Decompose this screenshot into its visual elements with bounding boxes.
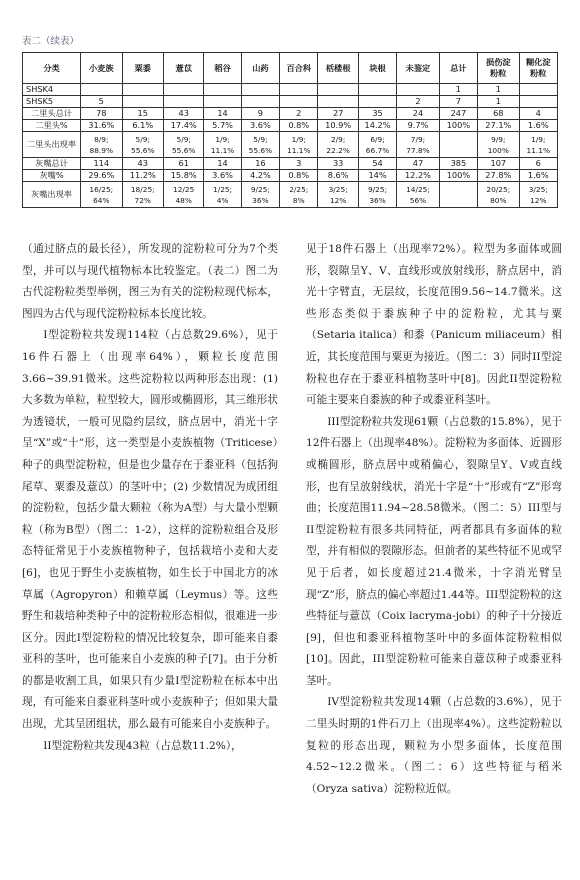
table-cell: 27.1% (478, 120, 519, 132)
table-cell: 31.6% (81, 120, 122, 132)
row-label-cell: 灰嘴总计 (23, 158, 81, 170)
table-cell: 1 (478, 96, 519, 108)
table-cell: 2/9; 22.2% (318, 132, 358, 158)
data-table (22, 52, 558, 208)
table-cell: 247 (439, 108, 477, 120)
table-cell (318, 96, 358, 108)
table-cell (204, 84, 241, 96)
table-cell: 54 (358, 158, 396, 170)
body-paragraph: III型淀粉粒共发现61颗（占总数的15.8%），见于12件石器上（出现率48%）。淀粉粒为多面体、近圆形或椭圆形，脐点居中或稍偏心，裂隙呈Y、V或直线形，也有呈放射线状，消光十字是“十”形或有“Z”形弯曲；长度范围11.94~28.58微米。（图二：5）III型与II型淀粉粒有很多共同特征，两者都具有多面体的粒型，并有相似的裂隙形态。但前者的某些特征不见或罕见于后者，如长度超过21.4微米，十字消光臂呈现“Z”形，脐点的偏心率超过1.44等。III型淀粉粒的这些特征与薏苡（Coix lacryma-jobi）的种子十分接近[9]，但也和黍亚科植物茎叶中的多面体淀粉粒相似[10]。因此，III型淀粉粒可能来自薏苡种子或黍亚科茎叶。 (306, 415, 562, 687)
table-cell: 5.7% (204, 120, 241, 132)
table-cell: 78 (81, 108, 122, 120)
table-cell: 43 (122, 158, 163, 170)
row-label-cell: 灰嘴% (23, 170, 81, 182)
body-paragraph: （通过脐点的最长径），所发现的淀粉粒可分为7个类型，并可以与现代植物标本比较鉴定。（表二）图二为古代淀粉粒类型举例，图三为有关的淀粉粒现代标本，图四为古代与现代淀粉粒标本长度比较。 (22, 243, 278, 320)
table-header-row (23, 53, 558, 84)
table-cell: 9 (241, 108, 279, 120)
table-cell: 43 (163, 108, 203, 120)
table-cell (122, 96, 163, 108)
table-cell: 3.6% (204, 170, 241, 182)
table-cell: 8.6% (318, 170, 358, 182)
table-cell: 9/25; 36% (241, 182, 279, 208)
table-cell: 61 (163, 158, 203, 170)
table-header-cell: 总计 (439, 53, 477, 84)
table-cell: 29.6% (81, 170, 122, 182)
table-cell: 1/25; 4% (204, 182, 241, 208)
table-cell: 4 (519, 108, 557, 120)
table-row (23, 170, 558, 182)
table-header-cell: 百合科 (280, 53, 318, 84)
table-cell: 1.6% (519, 120, 557, 132)
table-body (23, 84, 558, 208)
table-row (23, 96, 558, 108)
table-cell: 16/25; 64% (81, 182, 122, 208)
table-cell: 3/25; 12% (519, 182, 557, 208)
table-header-cell: 栝楼根 (318, 53, 358, 84)
table-cell: 10.9% (318, 120, 358, 132)
table-cell: 27.8% (478, 170, 519, 182)
table-cell: 2 (397, 96, 440, 108)
table-cell: 12.2% (397, 170, 440, 182)
table-cell (358, 84, 396, 96)
table-header-cell: 损伤淀 粉粒 (478, 53, 519, 84)
table-cell (439, 132, 477, 158)
row-label-cell: 二里头总计 (23, 108, 81, 120)
table-cell (519, 84, 557, 96)
table-cell: 14/25; 56% (397, 182, 440, 208)
table-row (23, 120, 558, 132)
table-cell: 3.6% (241, 120, 279, 132)
table-cell: 0.8% (280, 170, 318, 182)
table-cell: 5 (81, 96, 122, 108)
table-cell (241, 84, 279, 96)
table-header-cell: 稻谷 (204, 53, 241, 84)
table-header-cell: 未鉴定 (397, 53, 440, 84)
table-header-cell: 分类 (23, 53, 81, 84)
table-cell: 6 (519, 158, 557, 170)
table-row (23, 158, 558, 170)
table-cell: 9/25; 36% (358, 182, 396, 208)
table-cell: 385 (439, 158, 477, 170)
table-cell: 107 (478, 158, 519, 170)
table-cell: 14 (204, 158, 241, 170)
table-row (23, 132, 558, 158)
row-label-cell: 二里头出现率 (23, 132, 81, 158)
table-cell: 3 (280, 158, 318, 170)
table-cell: 7/9; 77.8% (397, 132, 440, 158)
table-cell: 17.4% (163, 120, 203, 132)
table-cell: 6.1% (122, 120, 163, 132)
table-cell: 12/25 48% (163, 182, 203, 208)
table-cell: 1/9; 11.1% (519, 132, 557, 158)
body-paragraph: II型淀粉粒共发现43粒（占总数11.2%）， (43, 739, 242, 752)
table-header-cell: 小麦族 (81, 53, 122, 84)
table-cell (519, 96, 557, 108)
left-column (22, 239, 278, 757)
table-cell: 24 (397, 108, 440, 120)
row-label-cell: 二里头% (23, 120, 81, 132)
table-header-cell: 薏苡 (163, 53, 203, 84)
table-cell (358, 96, 396, 108)
table-cell: 100% (439, 120, 477, 132)
table-cell: 15.8% (163, 170, 203, 182)
table-cell: 14.2% (358, 120, 396, 132)
table-row (23, 108, 558, 120)
table-cell (81, 84, 122, 96)
table-cell (241, 96, 279, 108)
table-cell: 114 (81, 158, 122, 170)
table-cell: 1.6% (519, 170, 557, 182)
table-cell: 1 (439, 84, 477, 96)
table-cell: 9.7% (397, 120, 440, 132)
table-header-cell: 山药 (241, 53, 279, 84)
table-cell: 47 (397, 158, 440, 170)
row-label-cell: SHSK4 (23, 84, 81, 96)
table-cell: 16 (241, 158, 279, 170)
table-header-cell: 块根 (358, 53, 396, 84)
table-cell: 5/9; 55.6% (122, 132, 163, 158)
table-cell: 14 (204, 108, 241, 120)
table-cell (163, 84, 203, 96)
table-cell: 11.2% (122, 170, 163, 182)
table-cell: 3/25; 12% (318, 182, 358, 208)
table-cell (439, 182, 477, 208)
table-cell (122, 84, 163, 96)
table-cell: 1/9; 11.1% (280, 132, 318, 158)
table-cell: 18/25; 72% (122, 182, 163, 208)
body-paragraph: IV型淀粉粒共发现14颗（占总数的3.6%），见于二里头时期的1件石刀上（出现率4%）。这些淀粉粒以复粒的形态出现，颗粒为小型多面体，长度范围4.52~12.2微米。（图二：6）这些特征与稻米（Oryza sativa）淀粉粒近似。 (306, 696, 562, 795)
table-row (23, 182, 558, 208)
table-cell: 33 (318, 158, 358, 170)
table-cell: 1 (478, 84, 519, 96)
table-cell: 4.2% (241, 170, 279, 182)
right-column (306, 239, 562, 800)
table-cell: 1/9; 11.1% (204, 132, 241, 158)
body-paragraph: I型淀粉粒共发现114粒（占总数29.6%），见于16件石器上（出现率64%），颗粒长度范围3.66~39.91微米。这些淀粉粒以两种形态出现：(1) 大多数为单粒，粒型较大，圆形或椭圆形，其三维形状为透镜状，一般可见隐约层纹，脐点居中，消光十字呈“X”或“十”形，这一类型是小麦族植物（Triticese）种子的典型淀粉粒，但是也少量存在于黍亚科（包括狗尾草、粟黍及薏苡）的茎叶中；(2) 少数情况为成团组的淀粉粒，包括少量大颗粒（称为A型）与大量小型颗粒（称为B型）（图二：1-2），这样的淀粉粒组合及形态特征常见于小麦族植物种子，包括栽培小麦和大麦[6]，也见于野生小麦族植物，如生长于中国北方的冰草属（Agropyron）和赖草属（Leymus）等。这些野生和栽培种类种子中的淀粉粒形态相似，很难进一步区分。因此I型淀粉粒的情况比较复杂，即可能来自黍亚科的茎叶，也可能来自小麦族的种子[7]。由于分析的都是收割工具，如果只有少量I型淀粉粒在标本中出现，有可能来自黍亚科茎叶或小麦族种子；但如果大量出现，尤其呈团组状，那么最有可能来自小麦族种子。 (22, 329, 278, 731)
table-cell: 14% (358, 170, 396, 182)
table-cell: 5/9; 55.6% (163, 132, 203, 158)
table-cell (163, 96, 203, 108)
table-cell: 27 (318, 108, 358, 120)
table-cell (397, 84, 440, 96)
table-cell: 35 (358, 108, 396, 120)
table-header-cell: 粟黍 (122, 53, 163, 84)
table-cell: 2 (280, 108, 318, 120)
table-row (23, 84, 558, 96)
table-cell: 2/25; 8% (280, 182, 318, 208)
table-cell: 100% (439, 170, 477, 182)
table-caption: 表二（续表） (22, 36, 80, 47)
table-cell: 0.8% (280, 120, 318, 132)
table-cell: 9/9; 100% (478, 132, 519, 158)
table-cell: 15 (122, 108, 163, 120)
row-label-cell: 灰嘴出现率 (23, 182, 81, 208)
table-cell (280, 96, 318, 108)
table-cell: 6/9; 66.7% (358, 132, 396, 158)
table-cell: 7 (439, 96, 477, 108)
table-header-cell: 糊化淀 粉粒 (519, 53, 557, 84)
table-cell (204, 96, 241, 108)
table-cell: 5/9; 55.6% (241, 132, 279, 158)
row-label-cell: SHSK5 (23, 96, 81, 108)
table-cell (280, 84, 318, 96)
table-cell (318, 84, 358, 96)
table-cell: 8/9; 88.9% (81, 132, 122, 158)
table-cell: 20/25; 80% (478, 182, 519, 208)
body-paragraph: 见于18件石器上（出现率72%）。粒型为多面体或圆形，裂隙呈Y、V、直线形或放射线形，脐点居中，消光十字臂直，无层纹，长度范围9.56~14.7微米。这些形态类似于黍族种子中的淀粉粒，尤其与粟（Setaria italica）和黍（Panicum miliaceum）相近，其长度范围与粟更为接近。（图二：3）同时II型淀粉粒也存在于黍亚科植物茎叶中[8]。因此II型淀粉粒可能主要来自黍族的种子或黍亚科茎叶。 (306, 243, 562, 407)
table-cell: 68 (478, 108, 519, 120)
